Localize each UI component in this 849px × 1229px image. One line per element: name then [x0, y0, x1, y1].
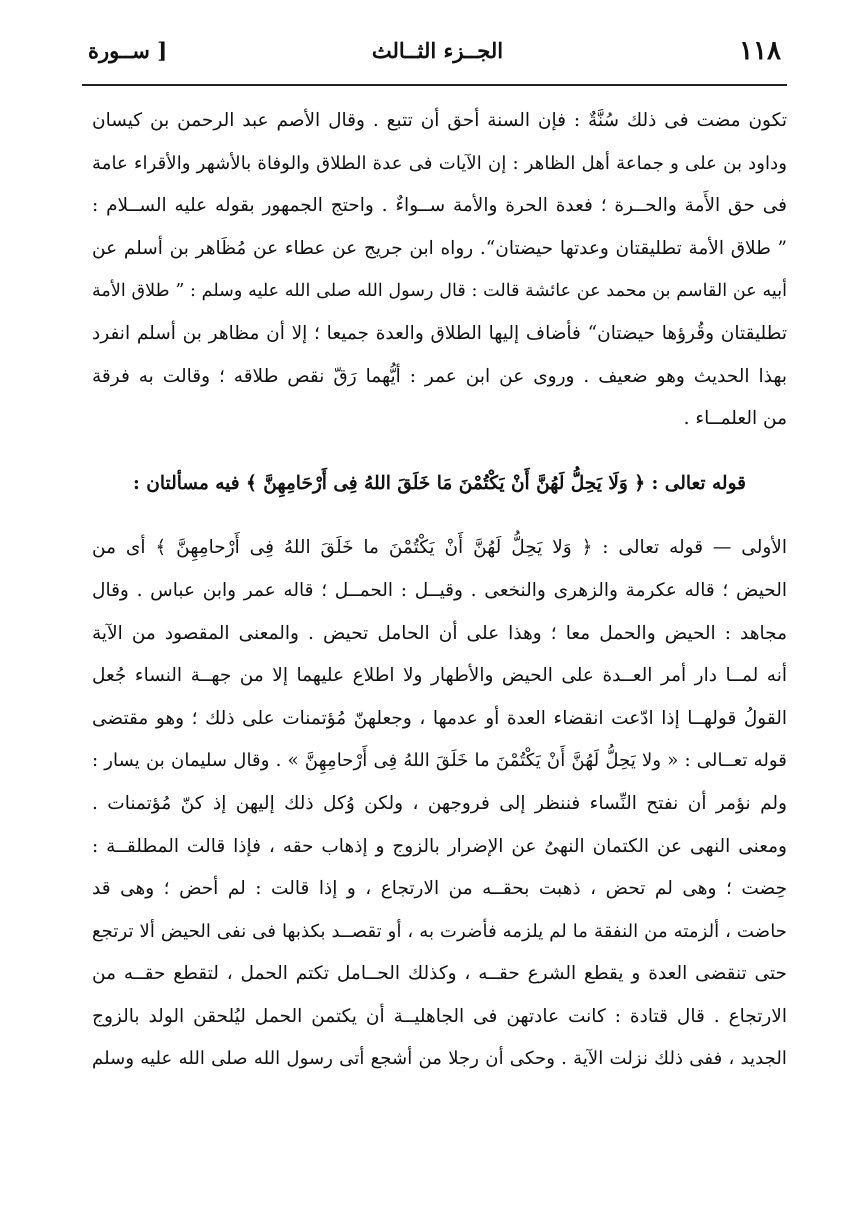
text-line: الجديد ، ففى ذلك نزلت الآية . وحكى أن رجلا من أشجع أتى رسول الله صلى الله عليه وسلم [92, 1048, 787, 1070]
paragraph-2 [92, 527, 787, 1081]
page-body [92, 100, 787, 1081]
text-line: الأولى — قوله تعالى : ﴿ وَلا يَحِلُّ لَهُنَّ أَنْ يَكْتُمْنَ ما خَلَقَ اللهُ فِى أَرْحامِهِنَّ ﴾ أى من [92, 537, 787, 559]
text-line: وداود بن على و جماعة أهل الظاهر : إن الآيات فى عدة الطلاق والوفاة بالأشهر والأقراء عامة [92, 152, 787, 174]
text-line: حِضت ؛ وهى لم تحض ، ذهبت بحقــه من الارتجاع ، و إذا قالت : لم أحض ؛ وهى قد [92, 878, 787, 900]
section-gap [92, 441, 787, 463]
text-line: مجاهد : الحيض والحمل معا ؛ وهذا على أن الحامل تحيض . والمعنى المقصود من الآية [92, 622, 787, 644]
text-line: من العلمــاء . [683, 408, 787, 430]
text-line: أنه لمــا دار أمر العــدة على الحيض والأطهار ولا اطلاع عليهما إلا من جهــة النساء جُعل [92, 665, 787, 687]
text-line: ” طلاق الأمة تطليقتان وعدتها حيضتان“. رواه ابن جريج عن عطاء عن مُظَاهر بن أسلم عن [92, 237, 787, 259]
verse-heading: قوله تعالى : ﴿ وَلَا يَحِلُّ لَهُنَّ أَنْ يَكْتُمْنَ مَا خَلَقَ اللهُ فِى أَرْحَامِهِنَّ ﴾ فيه مسألتان : [133, 472, 746, 494]
text-line: فى حق الأَمة والحــرة ؛ فعدة الحرة والأمة ســواءٌ . واحتج الجمهور بقوله عليه الســلام : [92, 195, 787, 217]
text-line: قوله تعــالى : « ولا يَحِلُّ لَهُنَّ أَنْ يَكْتُمْنَ ما خَلَقَ اللهُ فِى أَرْحامِهِنَّ » . وقال سليمان بن يسار : [92, 750, 787, 772]
text-line: القولُ قولهــا إذا ادّعت انقضاء العدة أو عدمها ، وجعلهنّ مُؤتمنات على ذلك ؛ وهو مقتضى [92, 707, 787, 729]
page-header [88, 30, 787, 80]
text-line: بهذا الحديث وهو ضعيف . وروى عن ابن عمر : أيُّهما رَقّ نقص طلاقه ؛ وقالت به فرقة [92, 365, 787, 387]
surah-label: [ ســورة [88, 38, 168, 63]
text-line: أبيه عن القاسم بن محمد عن عائشة قالت : قال رسول الله صلى الله عليه وسلم : ” طلاق الأمة [92, 281, 787, 302]
section-gap [92, 505, 787, 527]
text-line: ولم نؤمر أن نفتح النِّساء فننظر إلى فروجهن ، ولكن وُكل ذلك إليهن إذ كنّ مُؤتمنات . [92, 792, 787, 814]
text-line: تكون مضت فى ذلك سُنَّةٌ : فإن السنة أحق أن تتبع . وقال الأصم عبد الرحمن بن كيسان [92, 110, 787, 131]
header-rule [82, 84, 787, 86]
text-line: تطليقتان وقُرؤها حيضتان“ فأضاف إليها الطلاق والعدة جميعا ؛ إلا أن مظاهر بن أسلم انفرد [92, 322, 787, 344]
page-number: ١١٨ [739, 36, 781, 66]
running-title: الجــزء الثــالث [371, 38, 504, 63]
text-line: ومعنى النهى عن الكتمان النهىُ عن الإضرار بالزوج و إذهاب حقه ، فإذا قالت المطلقــة : [92, 835, 787, 857]
text-line: الارتجاع . قال قتادة : كانت عادتهن فى الجاهليــة أن يكتمن الحمل ليُلحقن الولد بالزوج [92, 1005, 787, 1027]
paragraph-1 [92, 100, 787, 441]
text-line: الحيض ؛ قاله عكرمة والزهرى والنخعى . وقيــل : الحمــل ؛ قاله عمر وابن عباس . وقال [92, 579, 787, 601]
text-line: حاضت ، ألزمته من النفقة ما لم يلزمه فأضرت به ، أو تقصــد بكذبها فى نفى الحيض ألا ترتجع [92, 920, 787, 942]
text-line: حتى تنقضى العدة و يقطع الشرع حقــه ، وكذلك الحــامل تكتم الحمل ، لتقطع حقــه من [92, 963, 787, 985]
